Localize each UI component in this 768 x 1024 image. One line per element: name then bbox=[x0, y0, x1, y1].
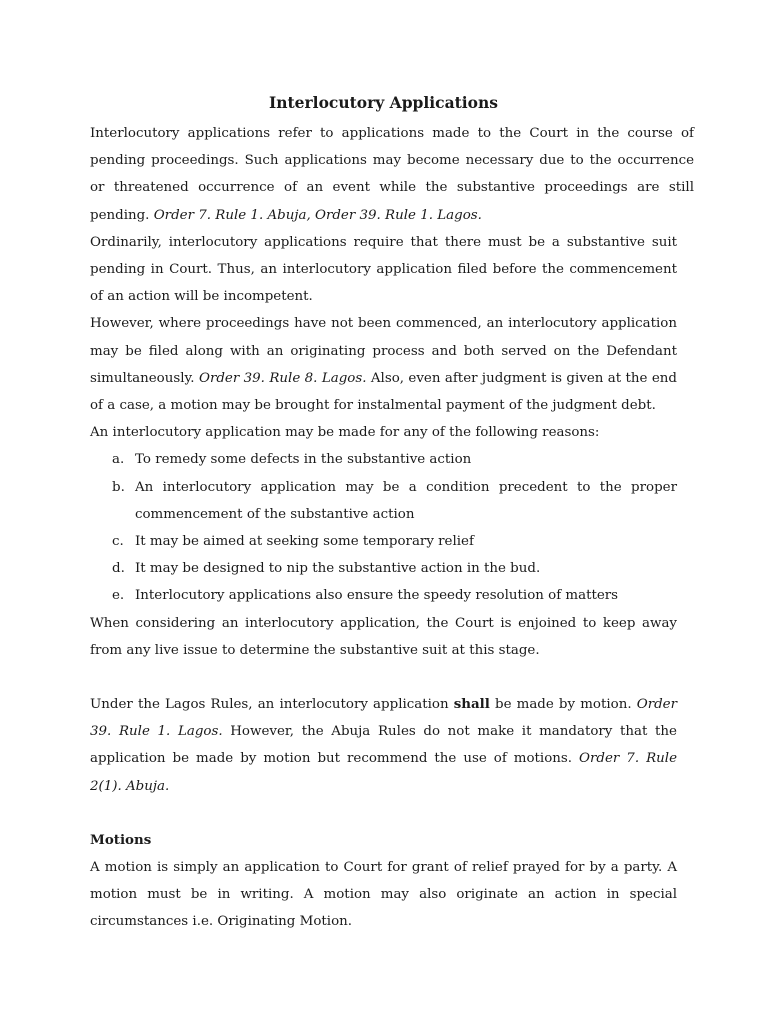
paragraph-lagos-rules-text-b: be made by motion. bbox=[489, 697, 637, 713]
list-marker: c. bbox=[112, 534, 124, 550]
list-item bbox=[90, 582, 677, 609]
paragraph-not-commenced-text-b: Also, even after judgment is given at the end of a case, a motion may be brought for instalmental payment of the judgment debt. bbox=[90, 370, 678, 414]
list-item bbox=[90, 528, 677, 555]
paragraph-live-issue bbox=[90, 610, 677, 664]
list-marker: a. bbox=[112, 452, 125, 468]
paragraph-not-commenced-text-a: However, where proceedings have not been commenced, an interlocutory application may be filed along with an originating process and both served on the Defendant simultaneously. bbox=[90, 316, 677, 386]
list-marker: d. bbox=[112, 561, 125, 577]
reasons-list bbox=[90, 446, 677, 609]
paragraph-substantive-suit bbox=[90, 229, 677, 311]
paragraph-reasons-intro bbox=[90, 419, 677, 446]
page-title: Interlocutory Applications bbox=[268, 93, 499, 112]
list-marker: e. bbox=[112, 588, 125, 604]
paragraph-substantive-suit-text: Ordinarily, interlocutory applications require that there must be a substantive suit pending in Court. Thus, an interlocutory application filed before the commencement of an action will be incompetent. bbox=[90, 234, 677, 305]
paragraph-lagos-rules-text-a: Under the Lagos Rules, an interlocutory application bbox=[90, 697, 454, 713]
paragraph-lagos-rules-text-c: However, the Abuja Rules do not make it mandatory that the application be made by motion but recommend the use of motions. bbox=[90, 724, 677, 767]
citation-order-39-rule-8: Order 39. Rule 8. Lagos. bbox=[198, 370, 367, 386]
paragraph-intro-text: Interlocutory applications refer to applications made to the Court in the course of pending proceedings. Such applications may become necessary due to the occurrence or threatened occurrence of an event while the substantive proceedings are still pending. bbox=[90, 126, 694, 223]
spacer bbox=[90, 800, 677, 827]
list-item-text: To remedy some defects in the substantive action bbox=[135, 452, 472, 468]
list-item bbox=[90, 555, 677, 582]
list-item bbox=[90, 474, 677, 528]
citation-order-7-rule-2: Order 7. Rule 2(1). Abuja. bbox=[90, 751, 677, 794]
list-item-text: It may be designed to nip the substantive action in the bud. bbox=[135, 561, 541, 577]
list-item-text: Interlocutory applications also ensure the speedy resolution of matters bbox=[135, 588, 619, 604]
section-heading-motions: Motions bbox=[90, 831, 152, 848]
emphasis-shall: shall bbox=[453, 696, 490, 713]
paragraph-motion-definition bbox=[90, 854, 677, 936]
paragraph-live-issue-text: When considering an interlocutory application, the Court is enjoined to keep away from any live issue to determine the substantive suit at this stage. bbox=[90, 615, 677, 658]
paragraph-lagos-rules bbox=[90, 691, 677, 800]
list-item bbox=[90, 446, 677, 473]
document-page bbox=[90, 88, 694, 936]
citation-abuja-lagos: Order 7. Rule 1. Abuja, Order 39. Rule 1. Lagos. bbox=[153, 207, 482, 223]
list-item-text: It may be aimed at seeking some temporary relief bbox=[135, 534, 474, 550]
citation-order-39-rule-1: Order 39. Rule 1. Lagos. bbox=[90, 697, 677, 740]
list-marker: b. bbox=[112, 479, 125, 495]
paragraph-reasons-intro-text: An interlocutory application may be made for any of the following reasons: bbox=[90, 425, 600, 441]
paragraph-intro bbox=[90, 120, 694, 229]
list-item-text: An interlocutory application may be a condition precedent to the proper commencement of the substantive action bbox=[135, 479, 677, 522]
paragraph-not-commenced bbox=[90, 310, 677, 419]
spacer bbox=[90, 664, 677, 691]
paragraph-motion-definition-text: A motion is simply an application to Court for grant of relief prayed for by a party. A motion must be in writing. A motion may also originate an action in special circumstances i.e. Originating Motion. bbox=[90, 860, 677, 930]
